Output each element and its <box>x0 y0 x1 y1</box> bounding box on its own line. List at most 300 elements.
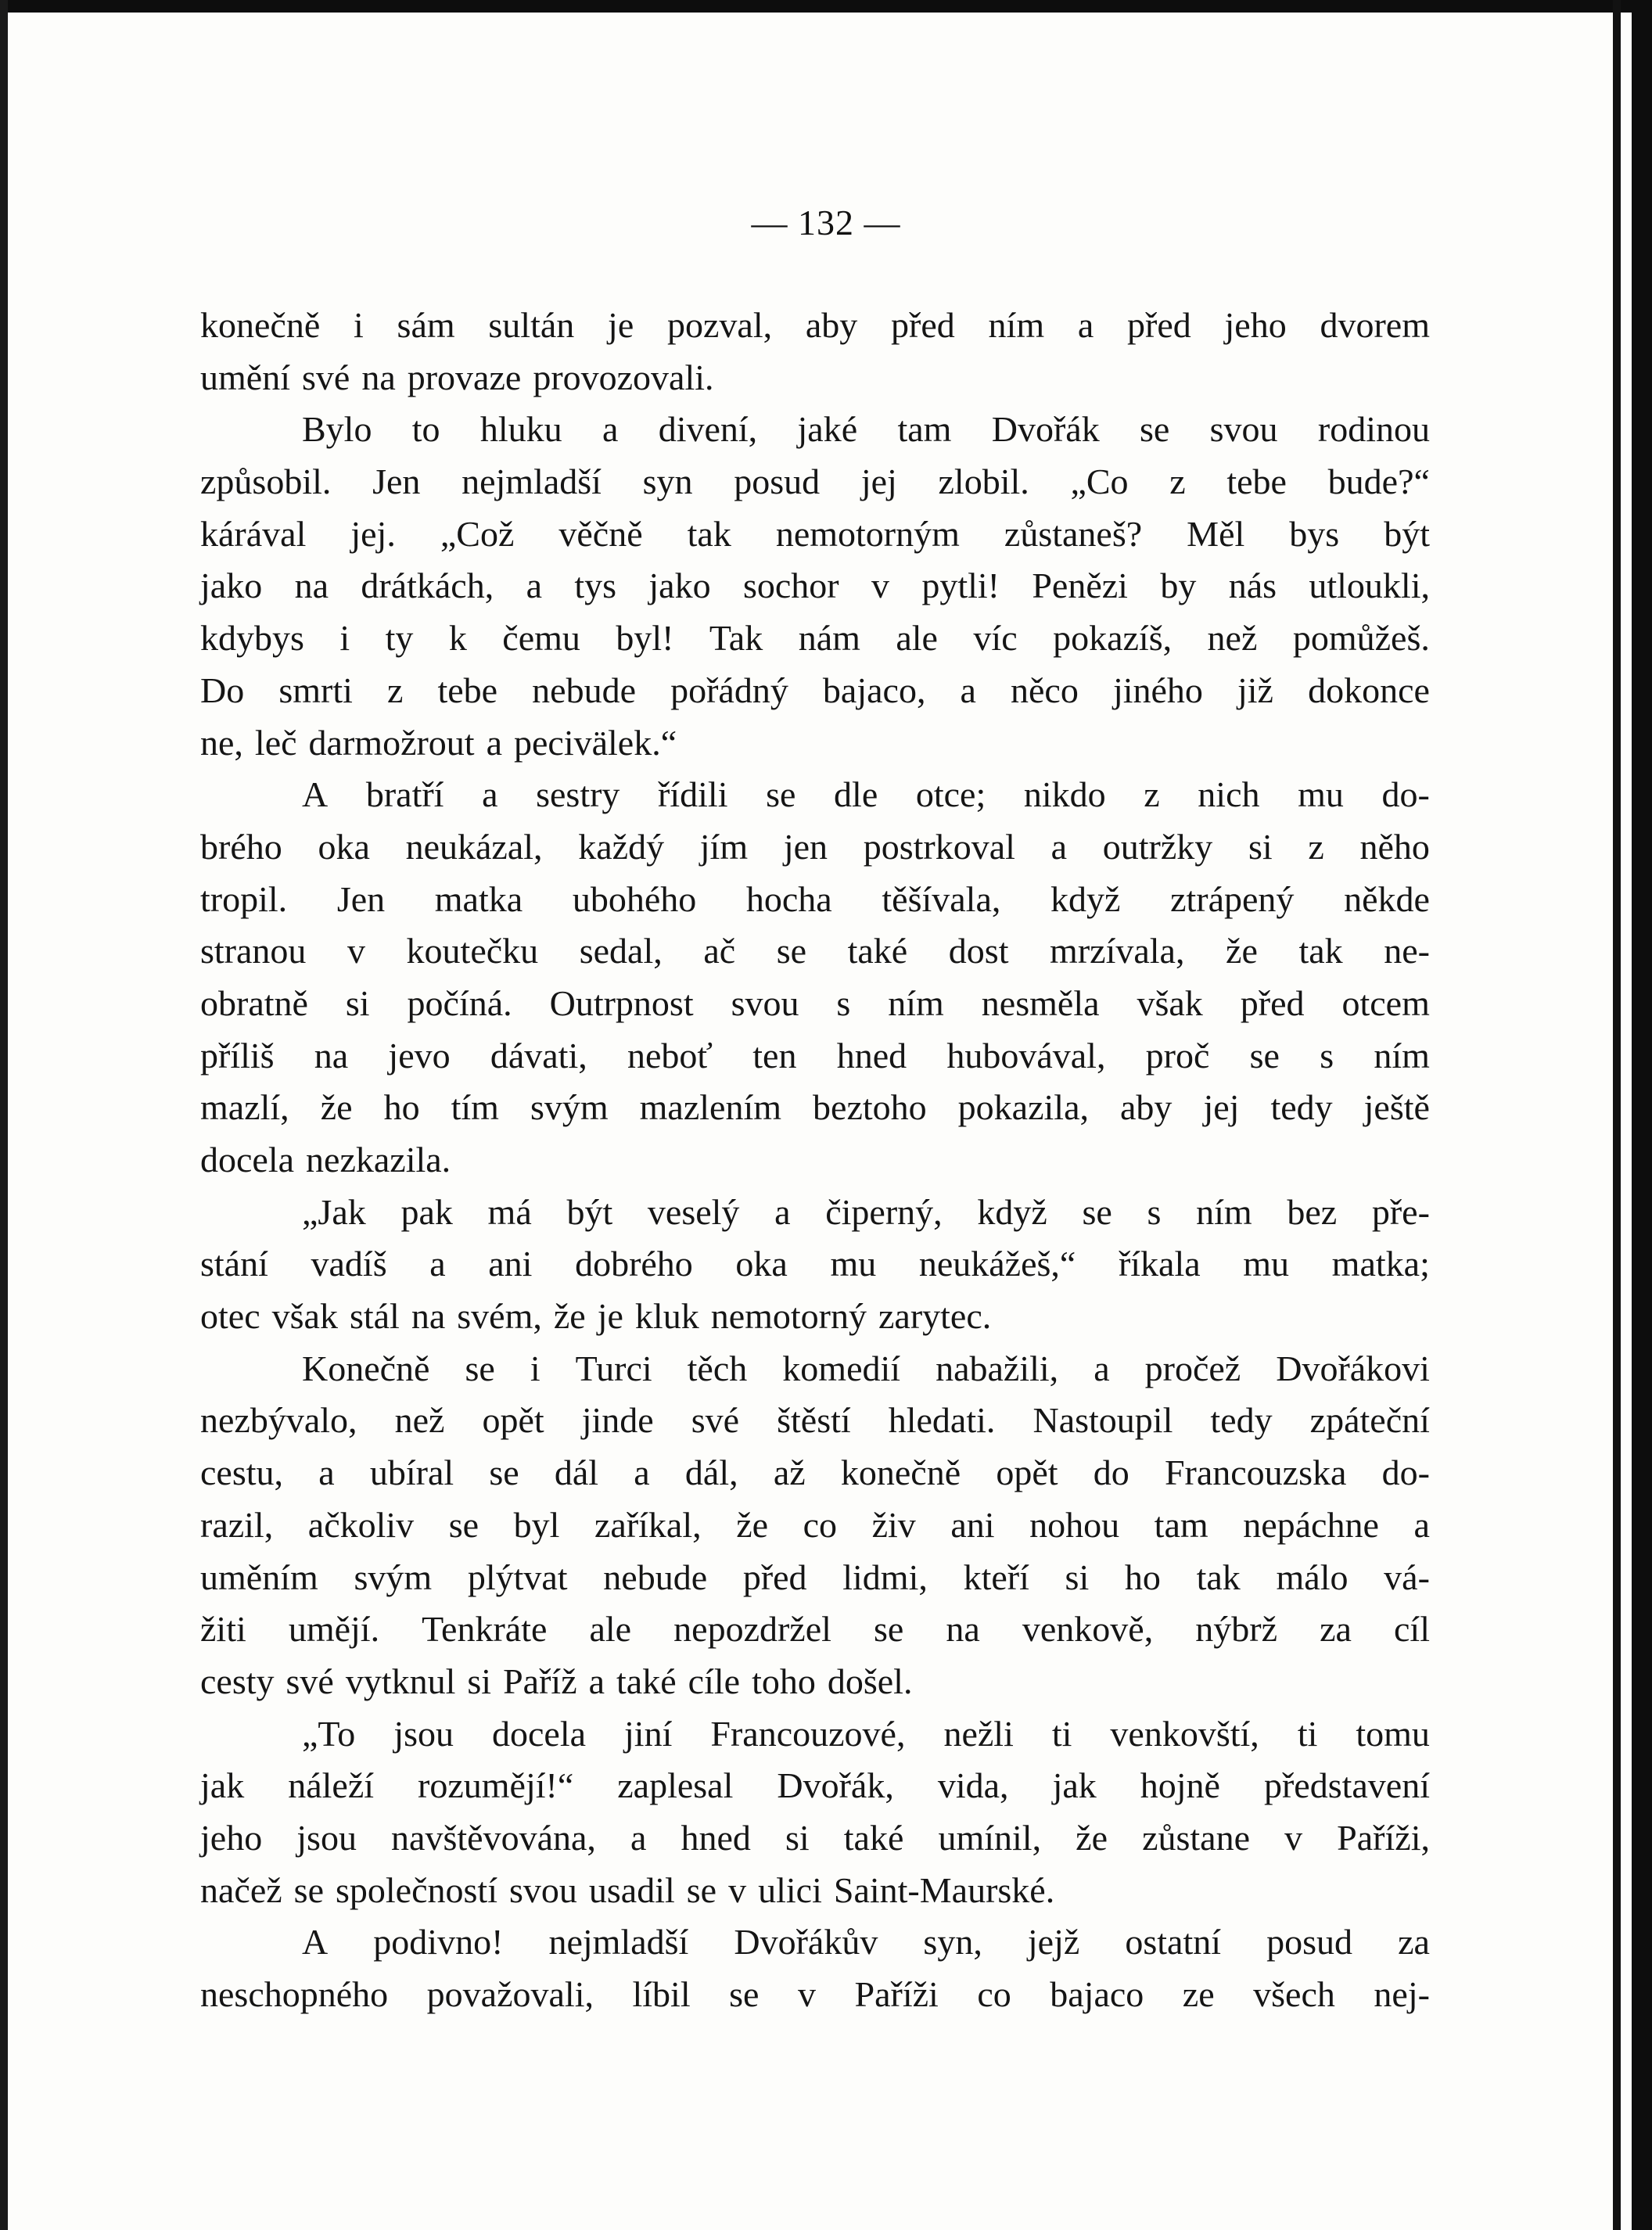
word: kteří <box>963 1557 1029 1597</box>
text-line <box>200 821 1430 874</box>
word: říkala <box>1118 1244 1201 1284</box>
word: tam <box>897 409 952 450</box>
word: sám <box>397 305 455 345</box>
word: kárával <box>200 513 307 554</box>
word: již <box>1237 670 1273 710</box>
word: „Jak <box>302 1191 366 1232</box>
word: v <box>797 1974 816 2014</box>
word: nikdo <box>1023 774 1106 815</box>
word: nepáchne <box>1243 1504 1379 1545</box>
word: těšívala, <box>882 878 1001 919</box>
word: na <box>294 566 329 606</box>
text-line <box>200 508 1430 561</box>
word: v <box>1284 1817 1303 1858</box>
word: proč <box>1145 1035 1210 1075</box>
word: tedy <box>1270 1087 1333 1128</box>
word: jím <box>699 826 749 867</box>
word: oka <box>735 1244 788 1284</box>
word: se <box>729 1974 760 2014</box>
word: a <box>486 722 502 763</box>
word: navštěvována, <box>391 1817 596 1858</box>
word: ani <box>950 1504 995 1545</box>
text-line <box>200 1187 1430 1239</box>
word: že <box>320 1087 353 1128</box>
word: ním <box>1374 1035 1430 1075</box>
word: stál <box>349 1296 400 1337</box>
word: sestry <box>536 774 620 815</box>
text-line <box>200 1343 1430 1395</box>
word: že <box>553 1296 586 1337</box>
text-line <box>200 1916 1430 1969</box>
word: že <box>736 1504 769 1545</box>
word: a <box>1050 826 1068 867</box>
word: kdybys <box>200 618 304 659</box>
word: a <box>602 409 619 450</box>
text-line <box>200 352 1430 404</box>
word: že <box>1226 931 1258 971</box>
word: Tak <box>709 618 763 659</box>
word: bez <box>1287 1191 1338 1232</box>
word: Jen <box>372 461 421 502</box>
word: si <box>467 1661 492 1701</box>
text-line <box>200 665 1430 717</box>
word: je <box>597 1296 623 1337</box>
word: podivno! <box>373 1922 504 1962</box>
word: tys <box>574 566 617 606</box>
word: komedií <box>782 1348 901 1388</box>
word: někde <box>1344 878 1430 919</box>
word: si <box>345 982 370 1023</box>
word: bajaco, <box>822 670 926 710</box>
scan-edge-right-outer <box>1632 0 1652 2230</box>
word: tak <box>1196 1557 1241 1597</box>
word: ním <box>888 982 944 1023</box>
text-line <box>200 925 1430 978</box>
word: pecivälek.“ <box>514 722 677 763</box>
word: ním <box>988 305 1045 345</box>
word: nýbrž <box>1195 1609 1278 1650</box>
word: nich <box>1198 774 1260 815</box>
word: ho <box>1124 1557 1161 1597</box>
word: co <box>803 1504 838 1545</box>
word: však <box>1137 982 1203 1023</box>
word: jako <box>200 566 263 606</box>
word: hluku <box>479 409 562 450</box>
text-line <box>200 874 1430 926</box>
word: když <box>977 1191 1047 1232</box>
word: být <box>1384 513 1430 554</box>
word: nohou <box>1029 1504 1120 1545</box>
word: posud <box>734 461 821 502</box>
word: Francouzska <box>1164 1453 1347 1493</box>
word: ne, <box>200 722 243 763</box>
word: ti <box>1051 1713 1072 1754</box>
word: jinde <box>581 1400 654 1441</box>
word: dost <box>948 931 1009 971</box>
word: mu <box>1298 774 1344 815</box>
word: hledati. <box>888 1400 996 1441</box>
word: Dvořák, <box>777 1765 894 1806</box>
word: konečně <box>200 305 321 345</box>
word: obratně <box>200 982 308 1023</box>
text-line <box>200 1812 1430 1865</box>
word: jak <box>200 1765 245 1806</box>
word: Jen <box>336 878 386 919</box>
word: že <box>1076 1817 1108 1858</box>
word: se <box>465 1348 495 1388</box>
word: za <box>1398 1922 1430 1962</box>
word: Paříž <box>503 1661 577 1701</box>
word: a <box>318 1453 335 1493</box>
word: cestu, <box>200 1453 284 1493</box>
word: těch <box>687 1348 748 1388</box>
word: Konečně <box>302 1348 430 1388</box>
word: a <box>429 1244 446 1284</box>
word: tropil. <box>200 878 288 919</box>
word: posud <box>1266 1922 1352 1962</box>
word: tebe <box>437 670 498 710</box>
word: ten <box>752 1035 797 1075</box>
word: vá- <box>1384 1557 1430 1597</box>
word: a <box>482 774 498 815</box>
word: stání <box>200 1244 268 1284</box>
word: před <box>891 305 955 345</box>
word: dál <box>554 1453 599 1493</box>
word: by <box>1160 566 1197 606</box>
word: usadil <box>588 1869 675 1910</box>
word: Nastoupil <box>1032 1400 1173 1441</box>
word: být <box>566 1191 613 1232</box>
text-line <box>200 1395 1430 1447</box>
word: něho <box>1359 826 1430 867</box>
word: A <box>302 774 329 815</box>
word: Paříži <box>854 1974 939 2014</box>
word: pokazila, <box>957 1087 1089 1128</box>
word: pročež <box>1144 1348 1241 1388</box>
word: nezbývalo, <box>200 1400 357 1441</box>
word: bajaco <box>1050 1974 1144 2014</box>
word: A <box>302 1922 329 1962</box>
word: na <box>946 1609 980 1650</box>
word: zpáteční <box>1309 1400 1430 1441</box>
word: jako <box>648 566 711 606</box>
word: umění <box>200 357 290 397</box>
word: ale <box>589 1609 632 1650</box>
word: Tenkráte <box>422 1609 548 1650</box>
word: i <box>354 305 364 345</box>
word: plýtvat <box>467 1557 568 1597</box>
text-line <box>200 1865 1430 1917</box>
word: si <box>785 1817 810 1858</box>
word: z <box>1308 826 1324 867</box>
word: zaříkal, <box>594 1504 702 1545</box>
text-line <box>200 1656 1430 1708</box>
word: neboť <box>627 1035 713 1075</box>
word: se <box>874 1609 904 1650</box>
word: tedy <box>1210 1400 1273 1441</box>
word: beztoho <box>813 1087 927 1128</box>
word: jsou <box>393 1713 454 1754</box>
word: pytli! <box>921 566 1000 606</box>
word: vadíš <box>311 1244 387 1284</box>
word: razil, <box>200 1504 274 1545</box>
word: před <box>1240 982 1305 1023</box>
word: oka <box>318 826 370 867</box>
word: jevo <box>388 1035 451 1075</box>
word: leč <box>254 722 297 763</box>
word: docela <box>200 1140 295 1180</box>
word: před <box>742 1557 807 1597</box>
word: na <box>314 1035 349 1075</box>
word: tomu <box>1356 1713 1430 1754</box>
word: provaze <box>407 357 522 397</box>
text-line <box>200 1134 1430 1187</box>
word: hned <box>836 1035 907 1075</box>
word: z <box>1144 774 1160 815</box>
word: Měl <box>1187 513 1245 554</box>
word: cíl <box>1394 1609 1430 1650</box>
word: dávati, <box>490 1035 587 1075</box>
word: a <box>1413 1504 1430 1545</box>
word: rodinou <box>1317 409 1430 450</box>
word: opět <box>482 1400 544 1441</box>
word: svém, <box>457 1296 542 1337</box>
word: Penězi <box>1032 566 1128 606</box>
word: čiperný, <box>825 1191 943 1232</box>
word: s <box>836 982 851 1023</box>
word: ač <box>703 931 736 971</box>
word: ani <box>488 1244 533 1284</box>
word: hocha <box>745 878 832 919</box>
word: ty <box>385 618 414 659</box>
word: zůstane <box>1142 1817 1251 1858</box>
word: i <box>339 618 350 659</box>
text-line <box>200 1447 1430 1499</box>
word: dokonce <box>1308 670 1430 710</box>
word: se <box>776 931 807 971</box>
word: z <box>386 670 404 710</box>
word: ještě <box>1363 1087 1430 1128</box>
word: jej <box>860 461 897 502</box>
word: vida, <box>937 1765 1009 1806</box>
word: hojně <box>1140 1765 1220 1806</box>
word: a <box>1094 1348 1110 1388</box>
word: outržky <box>1102 826 1213 867</box>
word: a <box>588 1661 605 1701</box>
word: počíná. <box>407 982 512 1023</box>
word: Outrpnost <box>549 982 694 1023</box>
word: nám <box>798 618 860 659</box>
word: do- <box>1381 774 1430 815</box>
word: hubovával, <box>946 1035 1106 1075</box>
word: v <box>728 1869 747 1910</box>
word: a <box>1077 305 1094 345</box>
word: tak <box>687 513 731 554</box>
word: toho <box>752 1661 816 1701</box>
text-line <box>200 1499 1430 1552</box>
word: otcem <box>1341 982 1430 1023</box>
word: opět <box>996 1453 1058 1493</box>
word: aby <box>1120 1087 1173 1128</box>
word: Dvořákovi <box>1276 1348 1430 1388</box>
word: společností <box>336 1869 497 1910</box>
word: je <box>608 305 634 345</box>
word: se <box>448 1504 479 1545</box>
word: štěstí <box>777 1400 851 1441</box>
word: jeho <box>1224 305 1287 345</box>
word: otce; <box>915 774 986 815</box>
word: pak <box>400 1191 453 1232</box>
word: neukázal, <box>405 826 543 867</box>
word: svým <box>354 1557 433 1597</box>
word: zaplesal <box>617 1765 734 1806</box>
text-line <box>200 300 1430 352</box>
text-line <box>200 1708 1430 1761</box>
word: tam <box>1154 1504 1208 1545</box>
text-line <box>200 1238 1430 1291</box>
word: matka <box>434 878 523 919</box>
word: se <box>766 774 796 815</box>
word: lidmi, <box>842 1557 928 1597</box>
word: náleží <box>288 1765 375 1806</box>
word: dál, <box>684 1453 738 1493</box>
word: se <box>1082 1191 1112 1232</box>
word: dle <box>834 774 878 815</box>
word: tím <box>451 1087 499 1128</box>
word: stranou <box>200 931 307 971</box>
word: svou <box>508 1869 577 1910</box>
word: sedal, <box>579 931 663 971</box>
word: mazlením <box>639 1087 782 1128</box>
word: darmožrout <box>308 722 475 763</box>
word: víc <box>973 618 1018 659</box>
word: si <box>1248 826 1273 867</box>
word: bratří <box>365 774 444 815</box>
word: všech <box>1253 1974 1335 2014</box>
word: ti <box>1297 1713 1318 1754</box>
word: v <box>871 566 889 606</box>
word: cíle <box>688 1661 741 1701</box>
text-line <box>200 1291 1430 1343</box>
word: jeho <box>200 1817 263 1858</box>
word: málo <box>1276 1557 1349 1597</box>
word: než <box>394 1400 445 1441</box>
word: veselý <box>647 1191 740 1232</box>
word: ulici <box>758 1869 822 1910</box>
word: Dvořák <box>991 409 1100 450</box>
word: konečně <box>840 1453 961 1493</box>
word: nezkazila. <box>306 1140 451 1180</box>
word: jejž <box>1027 1922 1080 1962</box>
word: do <box>1093 1453 1129 1493</box>
word: jiní <box>624 1713 673 1754</box>
word: a <box>634 1453 650 1493</box>
word: líbil <box>632 1974 691 2014</box>
word: umínil, <box>938 1817 1042 1858</box>
scan-edge-left <box>0 0 8 2230</box>
word: se <box>686 1869 717 1910</box>
word: řídili <box>658 774 728 815</box>
word: provozovali. <box>533 357 714 397</box>
word: jen <box>783 826 828 867</box>
word: neukážeš,“ <box>918 1244 1076 1284</box>
word: sultán <box>488 305 575 345</box>
text-line <box>200 560 1430 612</box>
word: nemotorným <box>775 513 960 554</box>
word: mrzívala, <box>1050 931 1185 971</box>
text-line <box>200 717 1430 770</box>
word: příliš <box>200 1035 275 1075</box>
word: a <box>774 1191 791 1232</box>
word: Paříži, <box>1337 1817 1430 1858</box>
word: si <box>1065 1557 1090 1597</box>
word: do- <box>1381 1453 1430 1493</box>
word: své <box>691 1400 740 1441</box>
word: brého <box>200 826 282 867</box>
word: jaké <box>797 409 858 450</box>
word: nesměla <box>981 982 1100 1023</box>
word: žiti <box>200 1609 246 1650</box>
word: Saint-Maurské. <box>833 1869 1055 1910</box>
word: se <box>293 1869 324 1910</box>
word: za <box>1320 1609 1352 1650</box>
word: syn, <box>923 1922 982 1962</box>
word: došel. <box>827 1661 913 1701</box>
word: svým <box>530 1087 609 1128</box>
word: i <box>530 1348 540 1388</box>
text-line <box>200 1082 1430 1134</box>
word: Do <box>200 670 245 710</box>
word: bys <box>1289 513 1340 554</box>
word: na <box>361 357 396 397</box>
word: zůstaneš? <box>1004 513 1143 554</box>
word: jej <box>1203 1087 1240 1128</box>
word: cesty <box>200 1661 275 1701</box>
word: však <box>271 1296 338 1337</box>
word: se <box>1249 1035 1280 1075</box>
word: mazlí, <box>200 1087 289 1128</box>
word: také <box>616 1661 677 1701</box>
word: tebe <box>1226 461 1287 502</box>
word: dvorem <box>1320 305 1430 345</box>
word: venkově, <box>1022 1609 1154 1650</box>
word: neschopného <box>200 1974 389 2014</box>
text-line <box>200 456 1430 508</box>
text-line <box>200 978 1430 1030</box>
word: byl! <box>616 618 674 659</box>
text-line <box>200 769 1430 821</box>
word: s <box>1320 1035 1334 1075</box>
word: umějí. <box>288 1609 380 1650</box>
word: věčně <box>558 513 643 554</box>
word: pozval, <box>667 305 773 345</box>
word: svou <box>731 982 799 1023</box>
word: každý <box>578 826 665 867</box>
word: uměním <box>200 1557 318 1597</box>
word: dobrého <box>575 1244 693 1284</box>
word: venkovští, <box>1110 1713 1259 1754</box>
word: svou <box>1209 409 1278 450</box>
word: to <box>411 409 440 450</box>
word: ze <box>1182 1974 1215 2014</box>
word: má <box>487 1191 532 1232</box>
text-line <box>200 1603 1430 1656</box>
text-line <box>200 1760 1430 1812</box>
word: se <box>1140 409 1170 450</box>
word: pomůžeš. <box>1292 618 1430 659</box>
page-number: — 132 — <box>751 203 901 242</box>
word: k <box>448 618 467 659</box>
